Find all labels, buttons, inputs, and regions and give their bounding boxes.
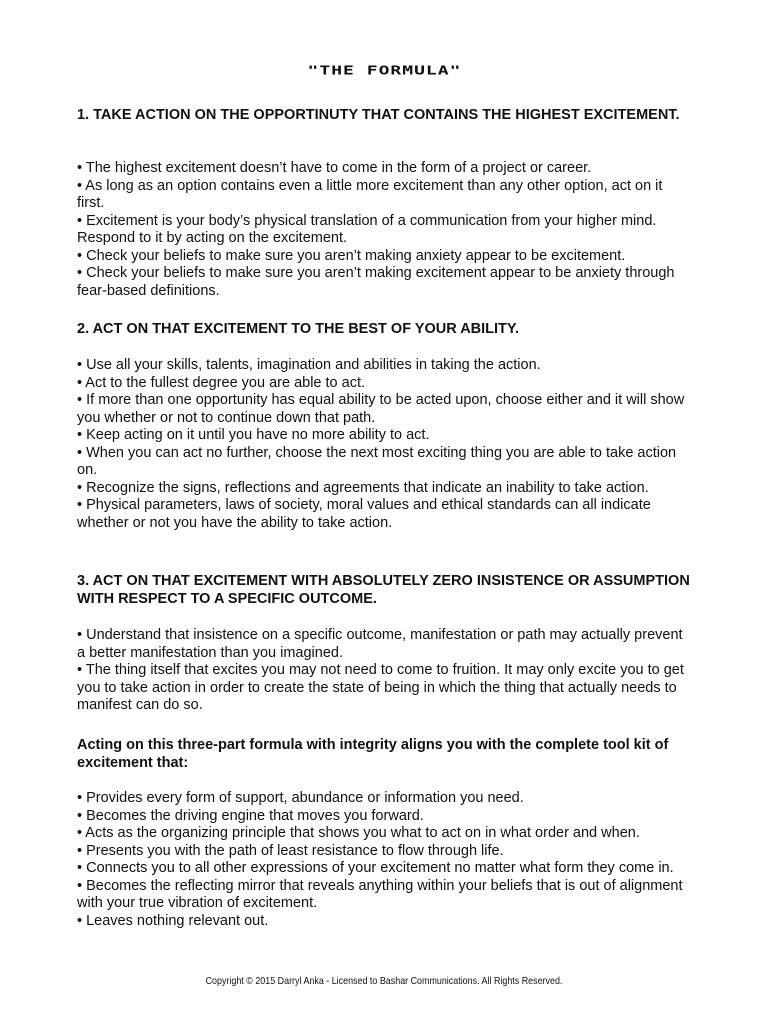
bullet-list [77,627,692,715]
bullet-list [77,160,692,300]
section-heading: 3. ACT ON THAT EXCITEMENT WITH ABSOLUTELY ZERO INSISTENCE OR ASSUMPTION WITH RESPECT TO A SPECIFIC OUTCOME. [77,573,690,607]
bullet-item: • Use all your skills, talents, imagination and abilities in taking the action. [77,357,541,373]
bullet-item: • Keep acting on it until you have no more ability to act. [77,427,430,443]
section-3 [77,573,692,608]
bullet-item: • Check your beliefs to make sure you aren’t making anxiety appear to be excitement. [77,247,626,264]
document-title: "THE FORMULA" [307,63,462,78]
section-heading: 2. ACT ON THAT EXCITEMENT TO THE BEST OF YOUR ABILITY. [77,321,520,337]
summary-bullets [77,790,692,930]
copyright-footer: Copyright © 2015 Darryl Anka - Licensed to Bashar Communications. All Rights Reserved. [205,975,563,987]
bullet-item: • Physical parameters, laws of society, moral values and ethical standards can all indicate whether or not you have the ability to take action. [77,497,651,531]
bullet-item: • Becomes the reflecting mirror that reveals anything within your beliefs that is out of alignment with your true vibration of excitement. [77,877,683,911]
bullet-item: • Excitement is your body’s physical translation of a communication from your higher mind. Respond to it by acting on the excitement. [77,212,657,246]
section-2 [77,321,692,339]
bullet-list [77,790,692,930]
bullet-item: • When you can act no further, choose the next most exciting thing you are able to take action on. [77,444,677,478]
bullet-item: • Acts as the organizing principle that shows you what to act on in what order and when. [77,825,640,841]
bullet-item: • Act to the fullest degree you are able to act. [77,374,366,391]
bullet-item: • As long as an option contains even a little more excitement than any other option, act on it first. [77,177,663,211]
bullet-item: • Recognize the signs, reflections and agreements that indicate an inability to take action. [77,479,649,496]
section-3-bullets [77,627,692,715]
bullet-item: • Becomes the driving engine that moves you forward. [77,807,424,824]
bullet-item: • Understand that insistence on a specific outcome, manifestation or path may actually prevent a better manifestation than you imagined. [77,627,683,661]
bullet-item: • The highest excitement doesn’t have to come in the form of a project or career. [77,160,592,176]
bullet-item: • Connects you to all other expressions of your excitement no matter what form they come in. [77,860,674,876]
section-1-bullets [77,160,692,300]
section-heading: 1. TAKE ACTION ON THE OPPORTINUTY THAT CONTAINS THE HIGHEST EXCITEMENT. [77,107,680,123]
bullet-item: • If more than one opportunity has equal ability to be acted upon, choose either and it will show you whether or not to continue down that path. [77,392,685,426]
bullet-item: • Check your beliefs to make sure you aren’t making excitement appear to be anxiety through fear-based definitions. [77,265,675,299]
bullet-item: • Presents you with the path of least resistance to flow through life. [77,842,504,859]
bullet-list [77,357,692,532]
bullet-item: • Provides every form of support, abundance or information you need. [77,790,524,806]
section-2-bullets [77,357,692,532]
summary-heading: Acting on this three-part formula with integrity aligns you with the complete tool kit of excitement that: [77,737,669,771]
summary-section [77,737,692,772]
section-1 [77,107,692,125]
bullet-item: • Leaves nothing relevant out. [77,912,269,929]
bullet-item: • The thing itself that excites you may not need to come to fruition. It may only excite you to get you to take action in order to create the state of being in which the thing that actually needs to manifest can do so. [77,662,684,713]
